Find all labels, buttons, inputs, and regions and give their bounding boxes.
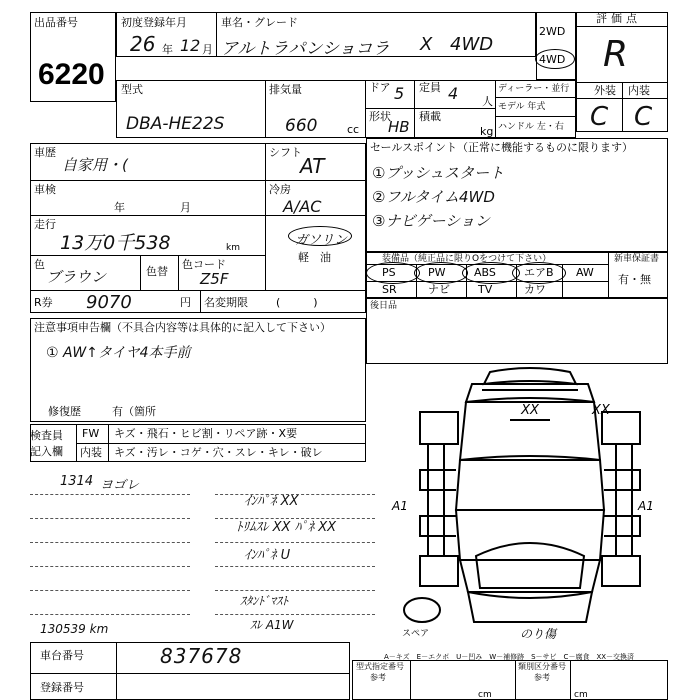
exterior-label: 外装: [594, 84, 616, 97]
equip-ps-circle: [366, 262, 420, 284]
drive-box: [536, 12, 576, 80]
kg-unit: kg: [480, 125, 494, 138]
cm-unit-2: cm: [574, 690, 588, 700]
equip-abs: ABS: [474, 266, 496, 279]
hw-note-1: 1314: [60, 474, 94, 489]
selling-point-3: ③ナビゲーション: [372, 212, 490, 230]
hw-note-3: ｲﾝﾊﾟﾈ XX: [244, 494, 299, 509]
plate-value: 837678: [160, 644, 243, 668]
year-unit: 年: [162, 43, 173, 56]
equip-sr: SR: [382, 283, 397, 296]
recycle-label: R券: [34, 296, 53, 309]
first-reg-month: 12: [180, 36, 201, 55]
repair-label: 修復歴: [48, 405, 81, 418]
spare-label: スペア: [402, 629, 430, 639]
equip-pw-circle: [414, 262, 468, 284]
first-reg-year: 26: [130, 32, 156, 56]
drive-handwritten: 4WD: [450, 34, 494, 55]
displacement-value: 660: [285, 116, 318, 136]
handle-label: ハンドル 左・右: [498, 122, 564, 132]
doors-value: 5: [394, 84, 405, 103]
load-label: 積載: [419, 110, 441, 123]
color-code-value: Z5F: [200, 270, 229, 288]
mark-left-door: A1: [392, 499, 408, 513]
mark-rear: のり傷: [520, 627, 557, 641]
name-change-value: ( ): [276, 296, 318, 309]
color-value: ブラウン: [46, 268, 107, 286]
type-value: DBA-HE22S: [126, 114, 225, 134]
grade: X: [420, 34, 433, 55]
class-no-label: 類別区分番号: [518, 662, 566, 671]
mileage-label: 走行: [34, 218, 56, 231]
notes-value: ① AW↑タイヤ4本手前: [46, 345, 191, 361]
rating-label: 評価点: [596, 12, 641, 25]
shaken-label: 車検: [34, 183, 56, 196]
inner-line: キズ・汚レ・コゲ・穴・スレ・キレ・破レ: [114, 446, 323, 459]
hw-note-5: ｲﾝﾊﾟﾈ U: [244, 548, 291, 563]
hw-note-7: ｽﾚ A1W: [250, 618, 294, 632]
cc-unit: cc: [347, 123, 360, 136]
equip-pw: PW: [428, 266, 446, 279]
rating-value: R: [603, 34, 629, 75]
shaken-year: 年: [114, 201, 125, 214]
equip-leather: カワ: [524, 283, 546, 296]
selling-label: セールスポイント（正常に機能するものに限ります）: [370, 141, 634, 154]
fuel-value: ガソリン: [295, 233, 348, 248]
back-block: [366, 298, 668, 364]
first-reg-label: 初度登録年月: [121, 16, 187, 29]
damage-legend: A－キズ E－エクボ U－凹み W－補修跡 S－サビ C－腐食 XX－交換済: [384, 653, 635, 661]
hw-note-8: 130539 km: [40, 622, 109, 636]
handwritten-area: [30, 470, 380, 640]
fuel-circle: [288, 226, 352, 246]
shift-label: シフト: [269, 146, 302, 159]
mark-hood: XX: [521, 403, 539, 418]
hw-note-6: ｽﾀﾝﾄﾞﾏｽﾄ: [240, 594, 289, 608]
type-no-ref: 参考: [370, 673, 386, 682]
recycle-value: 9070: [86, 292, 132, 313]
yen-unit: 円: [180, 296, 191, 309]
cm-unit-1: cm: [478, 690, 492, 700]
history-value: 自家用・(: [62, 156, 128, 174]
car-diagram: [380, 360, 680, 652]
history-label: 車歴: [34, 146, 56, 159]
mark-right-door: A1: [638, 499, 654, 513]
fw-label: FW: [82, 427, 100, 440]
equip-ps: PS: [382, 266, 396, 279]
inner-label: 内装: [80, 446, 102, 459]
displacement-label: 排気量: [269, 83, 302, 96]
selling-point-1: ①プッシュスタート: [372, 164, 505, 182]
hw-note-2: ヨゴレ: [100, 478, 140, 493]
mark-right-front: XX: [592, 403, 610, 418]
km-unit: km: [226, 243, 240, 253]
doors-label: ドア: [369, 81, 391, 94]
shaken-month: 月: [180, 201, 191, 214]
fw-line: キズ・飛石・ヒビ割・リペア跡・X要: [114, 427, 298, 440]
warranty-label: 新車保証書: [614, 254, 660, 264]
equip-tv: TV: [478, 283, 493, 296]
equip-airbag-circle: [512, 262, 566, 284]
color-change-label: 色替: [146, 265, 168, 278]
month-unit: 月: [202, 43, 213, 56]
inspector-label: 検査員: [30, 429, 63, 442]
notes-label: 注意事項申告欄（不具合内容等は具体的に記入して下さい）: [34, 321, 331, 334]
person-unit: 人: [482, 95, 493, 108]
model-year-label: モデル 年式: [498, 102, 546, 112]
interior-grade: C: [634, 102, 653, 132]
capacity-value: 4: [448, 84, 459, 103]
entry-label: 記入欄: [30, 445, 63, 458]
plate-label: 車台番号: [40, 649, 84, 662]
equip-label: 装備品（純正品に限りOをつけて下さい）: [382, 254, 552, 264]
model-name: アルトラパンショコラ: [221, 39, 390, 59]
fuel-diesel: 軽 油: [298, 251, 331, 264]
repair-value: 有（箇所: [112, 405, 156, 418]
mileage-value: 13万0千538: [60, 232, 171, 254]
hw-note-4: ﾄﾘﾑｽﾚ XX ﾊﾟﾈ XX: [236, 520, 337, 535]
lot-label: 出品番号: [34, 16, 78, 29]
type-label: 型式: [121, 83, 143, 96]
selling-point-2: ②フルタイム4WD: [372, 188, 495, 206]
interior-label: 内装: [628, 84, 650, 97]
name-change-label: 名変期限: [204, 296, 248, 309]
reg-label: 登録番号: [40, 681, 84, 694]
back-label: 後日品: [370, 301, 398, 311]
shift-value: AT: [300, 154, 325, 178]
model-label: 車名・グレード: [221, 16, 298, 29]
equip-navi: ナビ: [428, 283, 450, 296]
class-no-ref: 参考: [534, 673, 550, 682]
equip-aw: AW: [576, 266, 594, 279]
ac-label: 冷房: [269, 183, 291, 196]
type-no-label: 型式指定番号: [356, 662, 404, 671]
warranty-value: 有・無: [618, 273, 651, 286]
color-code-label: 色コード: [182, 258, 226, 271]
color-label: 色: [34, 258, 45, 271]
ac-value: A/AC: [283, 197, 322, 216]
shape-value: HB: [388, 118, 410, 136]
equip-airbag: エアB: [524, 266, 554, 279]
lot-number: 6220: [38, 58, 105, 91]
drive-2wd: 2WD: [539, 25, 566, 38]
exterior-grade: C: [590, 102, 609, 132]
drive-4wd: 4WD: [539, 53, 566, 66]
dealer-label: ディーラー・並行: [498, 84, 570, 94]
shape-label: 形状: [369, 110, 391, 123]
drive-4wd-circle: [535, 49, 575, 69]
capacity-label: 定員: [419, 81, 441, 94]
